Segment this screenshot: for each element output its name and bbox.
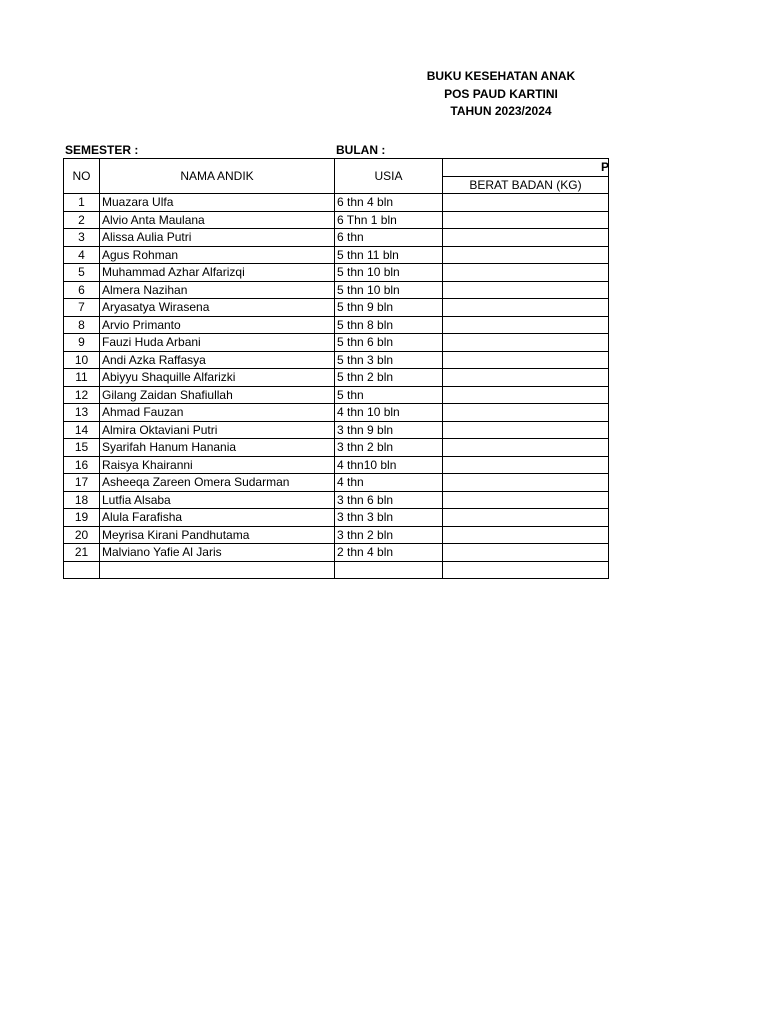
age-cell: 5 thn 10 bln [335, 264, 443, 282]
student-name-cell: Almera Nazihan [100, 281, 335, 299]
student-name-cell: Malviano Yafie Al Jaris [100, 544, 335, 562]
student-name-cell: Lutfia Alsaba [100, 491, 335, 509]
age-cell: 3 thn 3 bln [335, 509, 443, 527]
row-number-cell: 17 [64, 474, 100, 492]
row-number-cell: 1 [64, 194, 100, 212]
weight-cell [443, 229, 609, 247]
student-name-cell [100, 561, 335, 579]
title-line-3: TAHUN 2023/2024 [450, 104, 552, 118]
table-row [64, 211, 609, 229]
student-name-cell: Muazara Ulfa [100, 194, 335, 212]
age-cell: 4 thn 10 bln [335, 404, 443, 422]
row-number-cell: 15 [64, 439, 100, 457]
student-name-cell: Gilang Zaidan Shafiullah [100, 386, 335, 404]
table-row [64, 544, 609, 562]
row-number-cell: 11 [64, 369, 100, 387]
student-name-cell: Arvio Primanto [100, 316, 335, 334]
weight-cell [443, 421, 609, 439]
age-cell [335, 561, 443, 579]
table-row [64, 281, 609, 299]
table-row [64, 351, 609, 369]
row-number-cell: 10 [64, 351, 100, 369]
weight-cell [443, 369, 609, 387]
student-name-cell: Andi Azka Raffasya [100, 351, 335, 369]
table-row [64, 316, 609, 334]
student-name-cell: Meyrisa Kirani Pandhutama [100, 526, 335, 544]
age-cell: 3 thn 2 bln [335, 526, 443, 544]
row-number-cell: 12 [64, 386, 100, 404]
age-cell: 4 thn10 bln [335, 456, 443, 474]
table-row [64, 421, 609, 439]
student-name-cell: Asheeqa Zareen Omera Sudarman [100, 474, 335, 492]
age-cell: 5 thn [335, 386, 443, 404]
row-number-cell: 16 [64, 456, 100, 474]
row-number-cell: 7 [64, 299, 100, 317]
weight-cell [443, 404, 609, 422]
table-row [64, 439, 609, 457]
weight-cell [443, 544, 609, 562]
table-row [64, 561, 609, 579]
weight-cell [443, 456, 609, 474]
row-number-cell: 6 [64, 281, 100, 299]
student-name-cell: Aryasatya Wirasena [100, 299, 335, 317]
age-cell: 6 thn 4 bln [335, 194, 443, 212]
student-name-cell: Abiyyu Shaquille Alfarizki [100, 369, 335, 387]
student-name-cell: Syarifah Hanum Hanania [100, 439, 335, 457]
table-row [64, 334, 609, 352]
weight-cell [443, 281, 609, 299]
student-name-cell: Alula Farafisha [100, 509, 335, 527]
weight-cell [443, 334, 609, 352]
title-line-2: POS PAUD KARTINI [444, 86, 558, 101]
weight-cell [443, 316, 609, 334]
weight-cell [443, 194, 609, 212]
age-cell: 5 thn 6 bln [335, 334, 443, 352]
table-row [64, 386, 609, 404]
student-table [63, 158, 609, 579]
weight-cell [443, 351, 609, 369]
row-number-cell: 13 [64, 404, 100, 422]
row-number-cell [64, 561, 100, 579]
age-cell: 5 thn 2 bln [335, 369, 443, 387]
age-cell: 3 thn 9 bln [335, 421, 443, 439]
student-name-cell: Muhammad Azhar Alfarizqi [100, 264, 335, 282]
row-number-cell: 20 [64, 526, 100, 544]
age-cell: 3 thn 2 bln [335, 439, 443, 457]
row-number-cell: 21 [64, 544, 100, 562]
student-name-cell: Fauzi Huda Arbani [100, 334, 335, 352]
table-row [64, 491, 609, 509]
table-row [64, 299, 609, 317]
clipped-header-text: P [601, 160, 610, 174]
header-berat-badan: BERAT BADAN (KG) [443, 176, 609, 194]
student-name-cell: Raisya Khairanni [100, 456, 335, 474]
table-row [64, 264, 609, 282]
table-row [64, 526, 609, 544]
student-name-cell: Agus Rohman [100, 246, 335, 264]
student-name-cell: Ahmad Fauzan [100, 404, 335, 422]
semester-label: SEMESTER : [65, 143, 139, 157]
age-cell: 2 thn 4 bln [335, 544, 443, 562]
table-row [64, 474, 609, 492]
row-number-cell: 2 [64, 211, 100, 229]
header-name: NAMA ANDIK [100, 159, 335, 194]
weight-cell [443, 561, 609, 579]
age-cell: 6 Thn 1 bln [335, 211, 443, 229]
table-row [64, 194, 609, 212]
weight-cell [443, 246, 609, 264]
student-name-cell: Almira Oktaviani Putri [100, 421, 335, 439]
row-number-cell: 19 [64, 509, 100, 527]
weight-cell [443, 474, 609, 492]
age-cell: 5 thn 8 bln [335, 316, 443, 334]
age-cell: 4 thn [335, 474, 443, 492]
weight-cell [443, 386, 609, 404]
weight-cell [443, 439, 609, 457]
age-cell: 5 thn 3 bln [335, 351, 443, 369]
student-name-cell: Alvio Anta Maulana [100, 211, 335, 229]
age-cell: 6 thn [335, 229, 443, 247]
table-row [64, 404, 609, 422]
weight-cell [443, 526, 609, 544]
weight-cell [443, 491, 609, 509]
row-number-cell: 4 [64, 246, 100, 264]
row-number-cell: 9 [64, 334, 100, 352]
header-usia: USIA [335, 159, 443, 194]
age-cell: 5 thn 11 bln [335, 246, 443, 264]
weight-cell [443, 299, 609, 317]
age-cell: 5 thn 9 bln [335, 299, 443, 317]
table-row [64, 229, 609, 247]
weight-cell [443, 264, 609, 282]
header-group-top [443, 159, 609, 177]
title-line-1: BUKU KESEHATAN ANAK [426, 69, 576, 83]
weight-cell [443, 509, 609, 527]
table-row [64, 509, 609, 527]
bulan-label: BULAN : [336, 143, 386, 157]
weight-cell [443, 211, 609, 229]
row-number-cell: 3 [64, 229, 100, 247]
header-no: NO [64, 159, 100, 194]
table-body [64, 194, 609, 579]
table-row [64, 246, 609, 264]
row-number-cell: 18 [64, 491, 100, 509]
document-title [400, 68, 602, 121]
row-number-cell: 5 [64, 264, 100, 282]
student-name-cell: Alissa Aulia Putri [100, 229, 335, 247]
table-row [64, 369, 609, 387]
age-cell: 3 thn 6 bln [335, 491, 443, 509]
table-row [64, 456, 609, 474]
age-cell: 5 thn 10 bln [335, 281, 443, 299]
row-number-cell: 14 [64, 421, 100, 439]
row-number-cell: 8 [64, 316, 100, 334]
